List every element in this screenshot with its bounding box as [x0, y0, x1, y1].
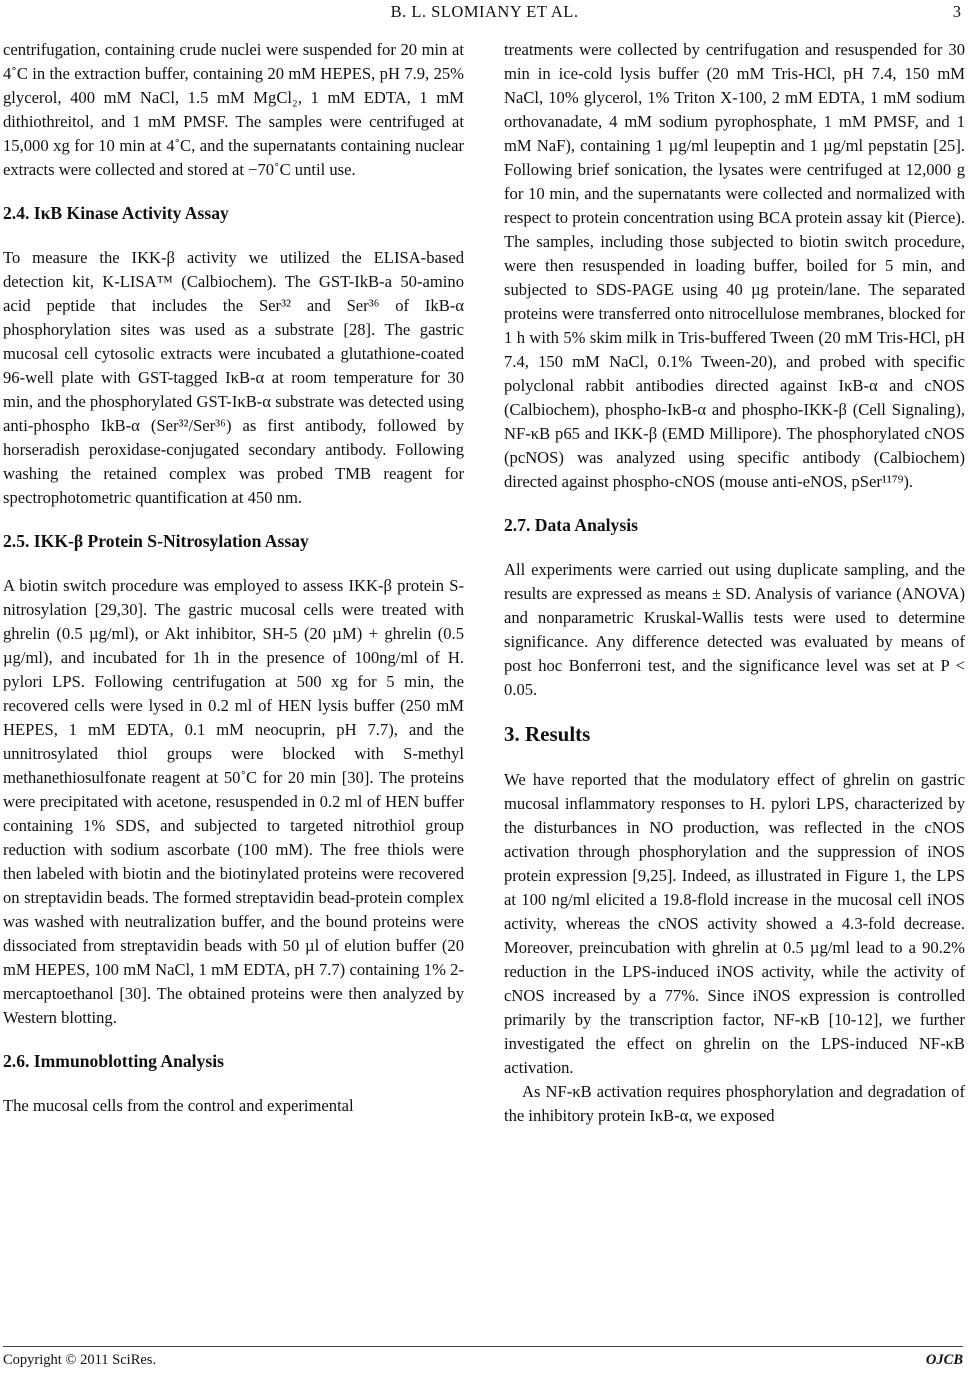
paragraph-nitrosylation-assay: A biotin switch procedure was employed to assess IKK-β protein S-nitrosylation [29,30]. The gastric mucosal cells were treated with ghrelin (0.5 µg/ml), or Akt inhibitor, SH-5 (20 µM) + ghrelin (0.5 µg/ml), and incubated for 1h in the presence of 100ng/ml of H. pylori LPS. Following centrifugation at 500 xg for 5 min, the recovered cells were lysed in 0.2 ml of HEN lysis buffer (250 mM HEPES, 1 mM EDTA, 0.1 mM neocuprin, pH 7.7), and the unnitrosylated thiol groups were blocked with S-methyl methanethiosulfonate reagent at 50˚C for 20 min [30]. The proteins were precipitated with acetone, resuspended in 0.2 ml of HEN buffer containing 1% SDS, and subjected to targeted nitrothiol group reduction with sodium ascorbate (100 mM). The free thiols were then labeled with biotin and the biotinylated proteins were recovered on streptavidin beads. The formed streptavidin bead-protein complex was washed with neutralization buffer, and the bound proteins were dissociated from streptavidin beads with 50 µl of elution buffer (20 mM HEPES, 100 mM NaCl, 1 mM EDTA, pH 7.7) containing 1% 2-mercaptoethanol [30]. The obtained proteins were then analyzed by Western blotting.: [3, 576, 464, 1027]
paragraph-results-2: As NF-κB activation requires phosphorylation and degradation of the inhibitory protein IκB-α, we exposed: [504, 1082, 965, 1125]
page-header: [0, 2, 969, 28]
paragraph-results-1: We have reported that the modulatory effect of ghrelin on gastric mucosal inflammatory responses to H. pylori LPS, characterized by the disturbances in NO production, was reflected in the cNOS activation through phosphorylation and the suppression of iNOS protein expression [9,25]. Indeed, as illustrated in Figure 1, the LPS at 100 ng/ml elicited a 19.8-flold increase in the mucosal cell iNOS activity, whereas the cNOS activity showed a 4.3-fold decrease. Moreover, preincubation with ghrelin at 0.5 µg/ml lead to a 90.2% reduction in the LPS-induced iNOS activity, while the activity of cNOS increased by a 77%. Since iNOS expression is controlled primarily by the transcription factor, NF-κB [10-12], we further investigated the effect on ghrelin on the LPS-induced NF-κB activation.: [504, 770, 965, 1077]
page-footer: [3, 1352, 963, 1374]
paragraph-data-analysis: All experiments were carried out using duplicate sampling, and the results are expressed as means ± SD. Analysis of variance (ANOVA) and nonparametric Kruskal-Wallis tests were used to determine significance. Any difference detected was evaluated by means of post hoc Bonferroni test, and the significance level was set at P < 0.05.: [504, 560, 965, 699]
paragraph-immunoblotting-cont: treatments were collected by centrifugation and resuspended for 30 min in ice-cold lysis buffer (20 mM Tris-HCl, pH 7.4, 150 mM NaCl, 10% glycerol, 1% Triton X-100, 2 mM EDTA, 1 mM sodium orthovanadate, 4 mM sodium pyrophosphate, 1 mM PMSF, and 1 mM NaF), containing 1 µg/ml leupeptin and 1 µg/ml pepstatin [25]. Following brief sonication, the lysates were centrifuged at 12,000 g for 10 min, and the supernatants were collected and normalized with respect to protein concentration using BCA protein assay kit (Pierce). The samples, including those subjected to biotin switch procedure, were then resuspended in loading buffer, boiled for 5 min, and subjected to SDS-PAGE using 40 µg protein/lane. The separated proteins were transferred onto nitrocellulose membranes, blocked for 1 h with 5% skim milk in Tris-buffered Tween (20 mM Tris-HCl, pH 7.4, 150 mM NaCl, 0.1% Tween-20), and probed with specific polyclonal rabbit antibodies directed against IκB-α and cNOS (Calbiochem), phospho-IκB-α and phospho-IKK-β (Cell Signaling), NF-κB p65 and IKK-β (EMD Millipore). The phosphorylated cNOS (pcNOS) was analyzed using specific antibody (Calbiochem) directed against phospho-cNOS (mouse anti-eNOS, pSer¹¹⁷⁹).: [504, 40, 965, 491]
heading-2-7: 2.7. Data Analysis: [504, 515, 638, 535]
right-column: [504, 38, 965, 1128]
copyright: Copyright © 2011 SciRes.: [3, 1352, 157, 1368]
paragraph-ikk-assay: To measure the IKK-β activity we utilized the ELISA-based detection kit, K-LISA™ (Calbiochem). The GST-IkB-a 50-amino acid peptide that includes the Ser³² and Ser³⁶ of IkB-α phosphorylation sites was used as a substrate [28]. The gastric mucosal cell cytosolic extracts were incubated a glutathione-coated 96-well plate with GST-tagged IκB-α at room temperature for 30 min, and the phosphorylated GST-IκB-α substrate was detected using anti-phospho IkB-α (Ser³²/Ser³⁶) as first antibody, followed by horseradish peroxidase-conjugated secondary antibody. Following washing the retained complex was probed TMB reagent for spectrophotometric quantification at 450 nm.: [3, 248, 464, 507]
footer-rule: [3, 1346, 963, 1347]
page-number: 3: [952, 2, 961, 21]
journal-abbreviation: OJCB: [925, 1352, 963, 1368]
paragraph-immunoblotting-start: The mucosal cells from the control and experimental: [3, 1096, 354, 1115]
heading-2-4: 2.4. IκB Kinase Activity Assay: [3, 203, 229, 223]
heading-results: 3. Results: [504, 722, 591, 746]
paragraph-extraction: centrifugation, containing crude nuclei were suspended for 20 min at 4˚C in the extraction buffer, containing 20 mM HEPES, pH 7.9, 25% glycerol, 400 mM NaCl, 1.5 mM MgCl₂, 1 mM EDTA, 1 mM dithiothreitol, and 1 mM PMSF. The samples were centrifuged at 15,000 xg for 10 min at 4˚C, and the supernatants containing nuclear extracts were collected and stored at −70˚C until use.: [3, 40, 464, 179]
heading-2-5: 2.5. IKK-β Protein S-Nitrosylation Assay: [3, 531, 309, 551]
running-title: B. L. SLOMIANY ET AL.: [390, 2, 579, 21]
left-column: [3, 38, 464, 1118]
heading-2-6: 2.6. Immunoblotting Analysis: [3, 1051, 224, 1071]
